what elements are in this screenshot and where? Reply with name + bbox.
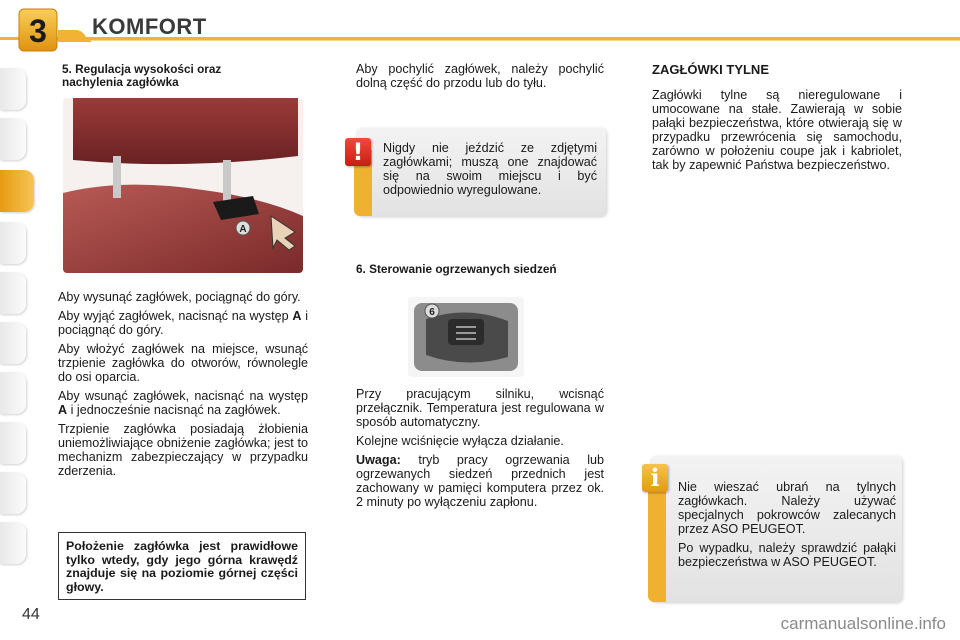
chapter-number: 3: [29, 13, 47, 49]
chapter-tab-1[interactable]: [0, 68, 26, 110]
left-paragraph-4: Aby wsunąć zagłówek, nacisnąć na występ A i jednocześnie nacisnąć na zagłówek.: [58, 389, 308, 417]
rear-headrests-heading: ZAGŁÓWKI TYLNE: [652, 62, 769, 77]
rear-headrests-text: Zagłówki tylne są nieregulowane i umocowane na stałe. Zawierają w sobie pałąki bezpieczeństwa, które otwierają się w przypadku przewrócenia się samochodu, zarówno w położeniu coupe jak i kabriolet, tak by zapewnić Państwa bezpieczeństwo.: [652, 88, 902, 172]
headrest-photo: [63, 98, 303, 273]
header-tab-connector: [58, 30, 92, 42]
info-paragraph-1: Nie wieszać ubrań na tylnych zagłówkach. Należy używać specjalnych pokrowców zalecanych przez ASO PEUGEOT.: [678, 480, 896, 536]
tilt-instructions: Aby pochylić zagłówek, należy pochylić dolną część do przodu lub do tyłu.: [356, 62, 604, 90]
seat-heating-switch-photo: [408, 297, 524, 377]
section-5-title: 5. Regulacja wysokości oraz nachylenia zagłówka: [62, 62, 222, 89]
left-paragraph-2: Aby wyjąć zagłówek, nacisnąć na występ A i pociągnąć do góry.: [58, 309, 309, 337]
chapter-tab-7[interactable]: [0, 372, 26, 414]
note-text: Położenie zagłówka jest prawidłowe tylko wtedy, gdy jego górna krawędź znajduje się na poziomie górnej części głowy.: [66, 539, 298, 594]
chapter-tab-9[interactable]: [0, 472, 26, 514]
chapter-tab-6[interactable]: [0, 322, 26, 364]
figure-label-6: 6: [429, 307, 435, 318]
info-box-accent: [648, 486, 666, 602]
middle-paragraph-1: Przy pracującym silniku, wcisnąć przełącznik. Temperatura jest regulowana w sposób automatyczny.: [356, 387, 604, 429]
left-paragraph-5: Trzpienie zagłówka posiadają żłobienia uniemożliwiające obniżenie zagłówka; jest to mechanizm zabezpieczający w przypadku zderzenia.: [58, 422, 308, 478]
info-icon: i: [642, 464, 668, 492]
info-paragraph-2: Po wypadku, należy sprawdzić pałąki bezpieczeństwa w ASO PEUGEOT.: [678, 541, 896, 569]
left-paragraph-1: Aby wysunąć zagłówek, pociągnąć do góry.: [58, 290, 301, 304]
chapter-tab-2[interactable]: [0, 118, 26, 160]
warning-icon: !: [345, 138, 371, 166]
middle-body: [356, 387, 604, 514]
headrest-position-note: [58, 532, 306, 600]
header-rule-thin: [40, 40, 960, 41]
info-body: [678, 480, 896, 574]
section-6-title: 6. Sterowanie ogrzewanych siedzeń: [356, 262, 557, 276]
warning-text: Nigdy nie jeździć ze zdjętymi zagłówkami; muszą one znajdować się na swoim miejscu i być odpowiednio wyregulowane.: [383, 141, 597, 197]
middle-paragraph-2: Kolejne wciśnięcie wyłącza działanie.: [356, 434, 564, 448]
chapter-tab-4[interactable]: [0, 222, 26, 264]
chapter-tab-5[interactable]: [0, 272, 26, 314]
chapter-tab-8[interactable]: [0, 422, 26, 464]
left-body: [58, 290, 308, 483]
uwaga-paragraph: Uwaga: tryb pracy ogrzewania lub ogrzewanych siedzeń przednich jest zachowany w pamięci komputera przez ok. 2 minuty po wyłączeniu zapłonu.: [356, 453, 605, 509]
left-paragraph-3: Aby włożyć zagłówek na miejsce, wsunąć trzpienie zagłówka do otworów, równolegle do osi oparcia.: [58, 342, 308, 384]
page-number: 44: [22, 606, 40, 623]
chapter-badge: [18, 8, 58, 52]
watermark: carmanualsonline.info: [780, 614, 946, 633]
chapter-tab-3-active[interactable]: [0, 170, 34, 212]
page-title: KOMFORT: [92, 14, 207, 39]
figure-label-a: A: [239, 224, 247, 235]
chapter-tab-10[interactable]: [0, 522, 26, 564]
